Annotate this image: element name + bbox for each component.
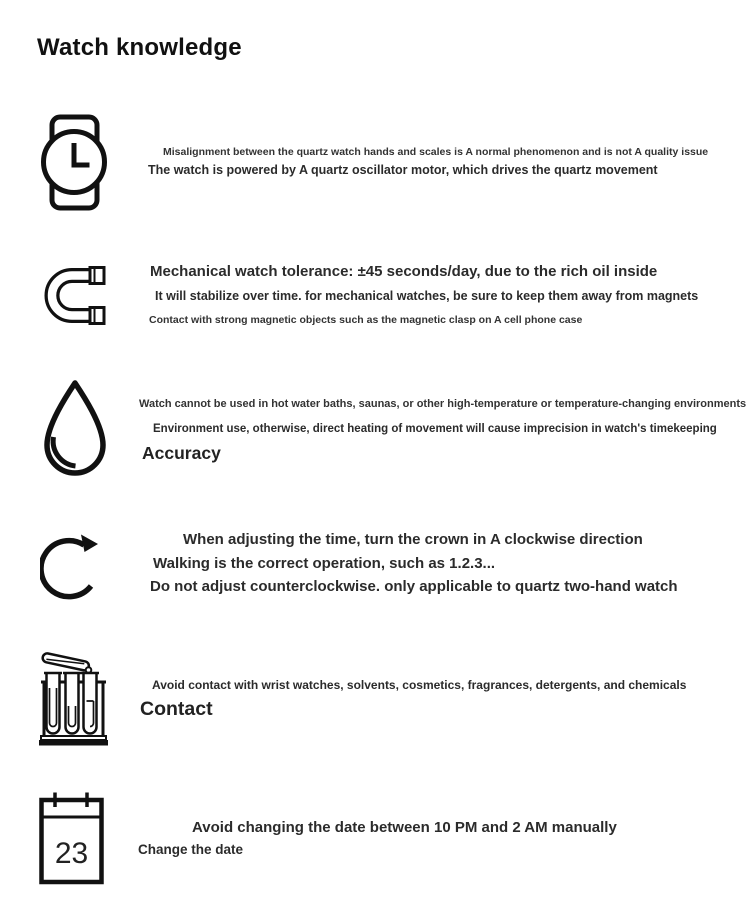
rotate-clockwise-icon (40, 524, 108, 609)
environment-use-note: Environment use, otherwise, direct heating of movement will cause imprecision in watch's timekeeping (153, 423, 717, 435)
quartz-movement-note: The watch is powered by A quartz oscillator motor, which drives the quartz movement (148, 163, 658, 177)
contact-heading: Contact (140, 698, 213, 720)
test-tubes-icon (37, 648, 110, 748)
calendar-day-number: 23 (54, 837, 89, 870)
hot-water-warning-note: Watch cannot be used in hot water baths, saunas, or other high-temperature or temperature-changing environments (139, 398, 747, 410)
change-date-heading: Change the date (138, 842, 244, 857)
water-drop-icon (40, 378, 110, 479)
mechanical-tolerance-note: Mechanical watch tolerance: ±45 seconds/day, due to the rich oil inside (150, 263, 658, 280)
chemicals-warning-note: Avoid contact with wrist watches, solvents, cosmetics, fragrances, detergents, and chemicals (152, 678, 687, 692)
date-change-warning-note: Avoid changing the date between 10 PM and 2 AM manually (192, 819, 617, 836)
calendar-icon (38, 790, 105, 886)
accuracy-heading: Accuracy (142, 443, 221, 463)
page-title: Watch knowledge (37, 34, 242, 61)
magnetic-objects-note: Contact with strong magnetic objects such as the magnetic clasp on A cell phone case (149, 314, 583, 326)
magnet-icon (41, 264, 108, 327)
counterclockwise-warning-note: Do not adjust counterclockwise. only applicable to quartz two-hand watch (150, 578, 678, 595)
quartz-misalignment-note: Misalignment between the quartz watch hands and scales is A normal phenomenon and is not A quality issue (163, 146, 709, 158)
clockwise-crown-note: When adjusting the time, turn the crown in A clockwise direction (183, 531, 643, 548)
walking-operation-note: Walking is the correct operation, such as 1.2.3... (153, 555, 496, 572)
wrist-watch-icon (40, 114, 108, 212)
magnet-warning-note: It will stabilize over time. for mechanical watches, be sure to keep them away from magnets (155, 289, 699, 303)
